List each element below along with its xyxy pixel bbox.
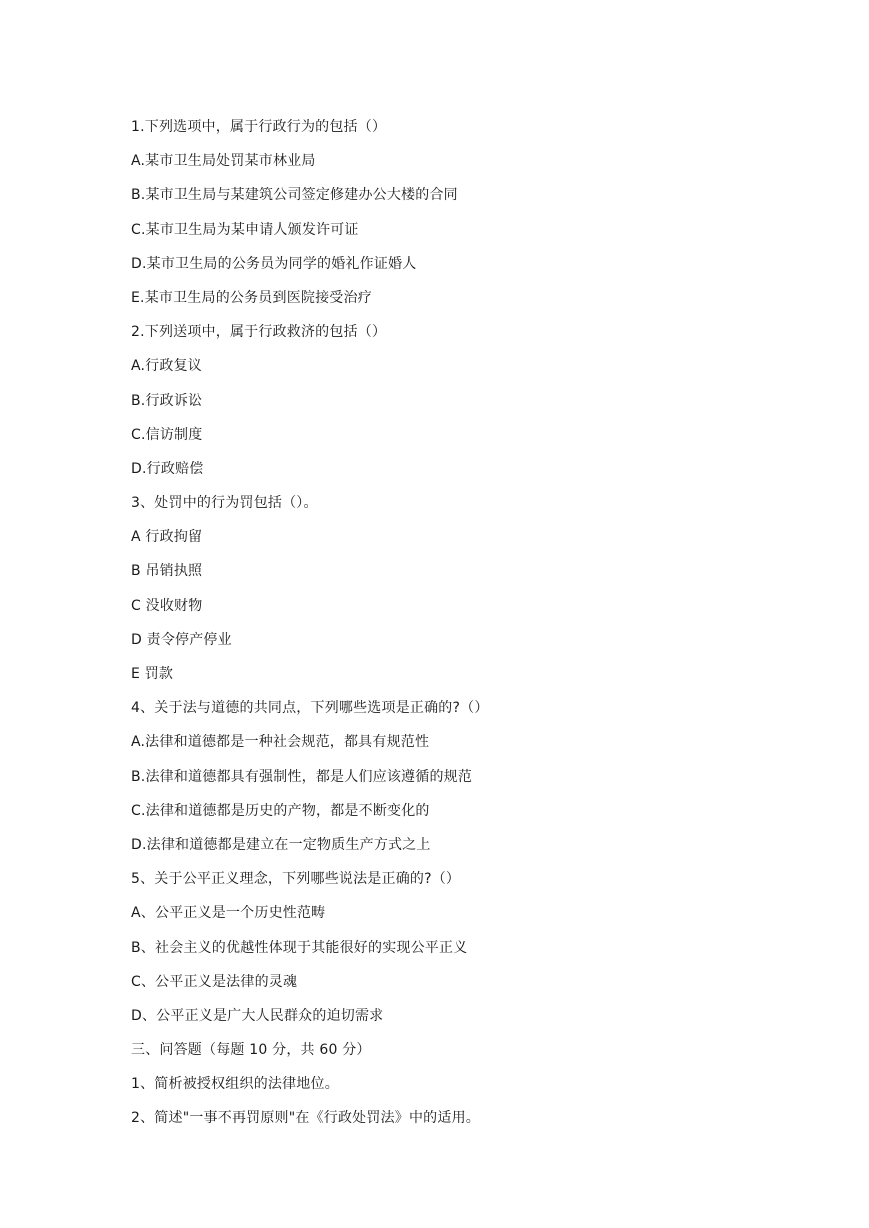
option-5a: A、公平正义是一个历史性范畴 (131, 905, 326, 922)
question-5: 5、关于公平正义理念，下列哪些说法是正确的?（） (131, 871, 461, 888)
option-4d: D.法律和道德都是建立在一定物质生产方式之上 (131, 836, 431, 853)
option-5b: B、社会主义的优越性体现于其能很好的实现公平正义 (131, 939, 468, 956)
option-3b: B 吊销执照 (131, 563, 203, 580)
option-2a: A.行政复议 (131, 358, 202, 375)
option-3d: D 责令停产停业 (131, 631, 232, 648)
option-3c: C 没收财物 (131, 597, 203, 614)
option-4a: A.法律和道德都是一种社会规范，都具有规范性 (131, 734, 430, 751)
question-3: 3、处罚中的行为罚包括（）。 (131, 495, 318, 512)
option-1d: D.某市卫生局的公务员为同学的婚礼作证婚人 (131, 255, 417, 272)
option-1e: E.某市卫生局的公务员到医院接受治疗 (131, 289, 372, 306)
essay-question-1: 1、简析被授权组织的法律地位。 (131, 1076, 339, 1093)
question-4: 4、关于法与道德的共同点，下列哪些选项是正确的?（） (131, 700, 489, 717)
section-heading: 三、问答题（每题 10 分，共 60 分） (131, 1042, 371, 1059)
option-2c: C.信访制度 (131, 426, 203, 443)
option-5d: D、公平正义是广大人民群众的迫切需求 (131, 1007, 384, 1024)
question-2: 2.下列送项中，属于行政救济的包括（） (131, 324, 387, 341)
option-4b: B.法律和道德都具有强制性，都是人们应该遵循的规范 (131, 768, 473, 785)
question-1: 1.下列选项中，属于行政行为的包括（） (131, 119, 387, 135)
option-2d: D.行政赔偿 (131, 460, 204, 477)
option-2b: B.行政诉讼 (131, 392, 203, 409)
option-1b: B.某市卫生局与某建筑公司签定修建办公大楼的合同 (131, 187, 458, 204)
document-body (131, 110, 771, 1136)
option-3a: A 行政拘留 (131, 529, 203, 546)
option-3e: E 罚款 (131, 666, 174, 682)
essay-question-2: 2、简述"一事不再罚原则"在《行政处罚法》中的适用。 (131, 1110, 480, 1127)
option-4c: C.法律和道德都是历史的产物，都是不断变化的 (131, 802, 430, 819)
option-5c: C、公平正义是法律的灵魂 (131, 973, 298, 990)
option-1a: A.某市卫生局处罚某市林业局 (131, 153, 316, 170)
option-1c: C.某市卫生局为某申请人颁发许可证 (131, 221, 359, 238)
